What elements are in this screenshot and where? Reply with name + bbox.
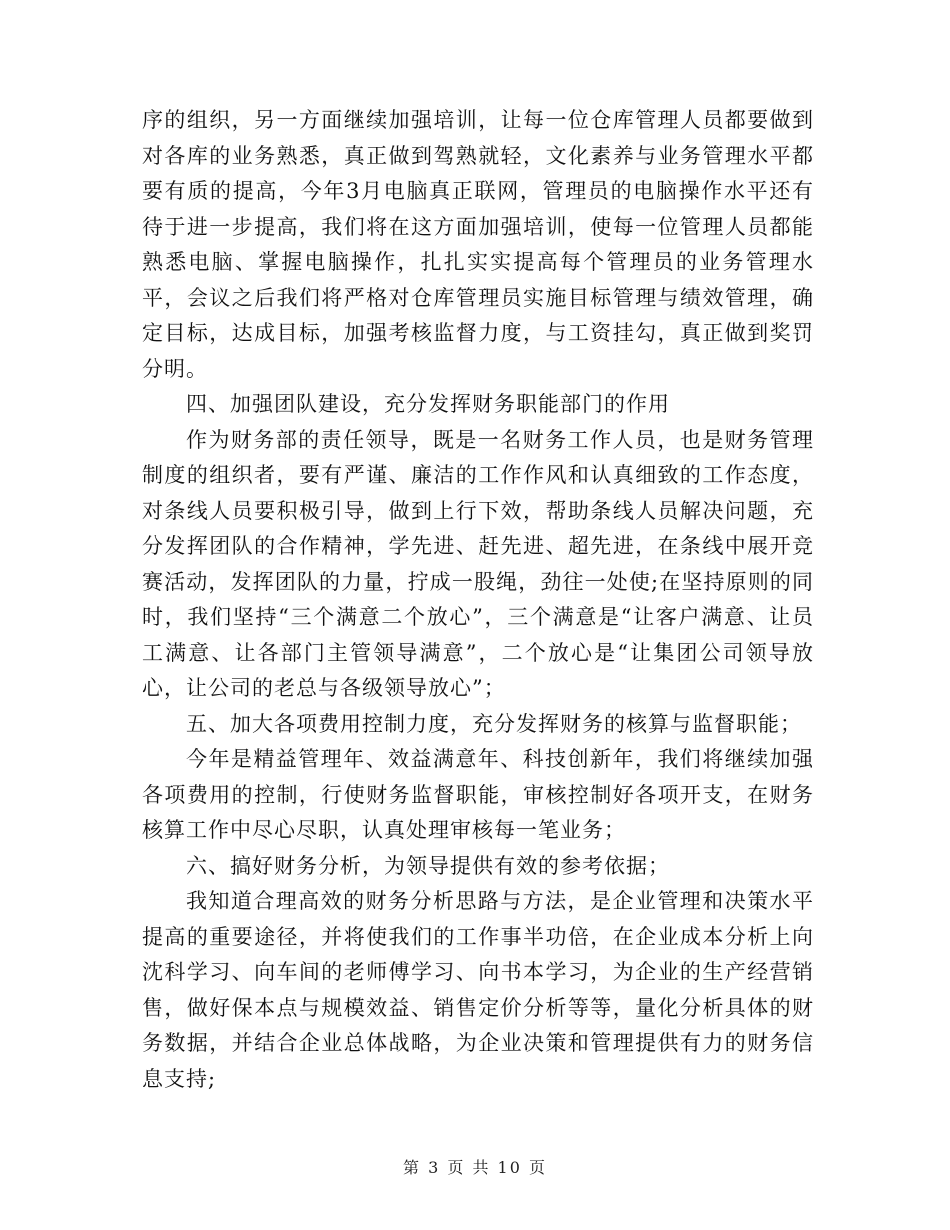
section-heading-cost-control: 五、加大各项费用控制力度，充分发挥财务的核算与监督职能；: [186, 711, 802, 736]
document-body: [142, 103, 814, 1097]
section-heading-team-building: 四、加强团队建设，充分发挥财务职能部门的作用: [186, 392, 670, 416]
paragraph-financial-analysis: 我知道合理高效的财务分析思路与方法，是企业管理和决策水平提高的重要途径，并将使我们的工作事半功倍，在企业成本分析上向沈科学习、向车间的老师傅学习、向书本学习，为企业的生产经营销售，做好保本点与规模效益、销售定价分析等等，量化分析具体的财务数据，并结合企业总体战略，为企业决策和管理提供有力的财务信息支持;: [142, 889, 814, 1091]
paragraph-team-building: 作为财务部的责任领导，既是一名财务工作人员，也是财务管理制度的组织者，要有严谨、廉洁的工作作风和认真细致的工作态度，对条线人员要积极引导，做到上行下效，帮助条线人员解决问题，充分发挥团队的合作精神，学先进、赶先进、超先进，在条线中展开竞赛活动，发挥团队的力量，拧成一股绳，劲往一处使;在坚持原则的同时，我们坚持“三个满意二个放心”，三个满意是“让客户满意、让员工满意、让各部门主管领导满意”，二个放心是“让集团公司领导放心，让公司的老总与各级领导放心”；: [142, 427, 814, 700]
paragraph-cost-control: 今年是精益管理年、效益满意年、科技创新年，我们将继续加强各项费用的控制，行使财务监督职能，审核控制好各项开支，在财务核算工作中尽心尽职，认真处理审核每一笔业务；: [142, 747, 814, 842]
page-footer: 第 3 页 共 10 页: [403, 1158, 547, 1177]
paragraph-continuation: 序的组织，另一方面继续加强培训，让每一位仓库管理人员都要做到对各库的业务熟悉，真正做到驾熟就轻，文化素养与业务管理水平都要有质的提高，今年3月电脑真正联网，管理员的电脑操作水平还有待于进一步提高，我们将在这方面加强培训，使每一位管理人员都能熟悉电脑、掌握电脑操作，扎扎实实提高每个管理员的业务管理水平，会议之后我们将严格对仓库管理员实施目标管理与绩效管理，确定目标，达成目标，加强考核监督力度，与工资挂勾，真正做到奖罚分明。: [142, 108, 814, 381]
section-heading-financial-analysis: 六、搞好财务分析，为领导提供有效的参考依据；: [186, 853, 670, 878]
